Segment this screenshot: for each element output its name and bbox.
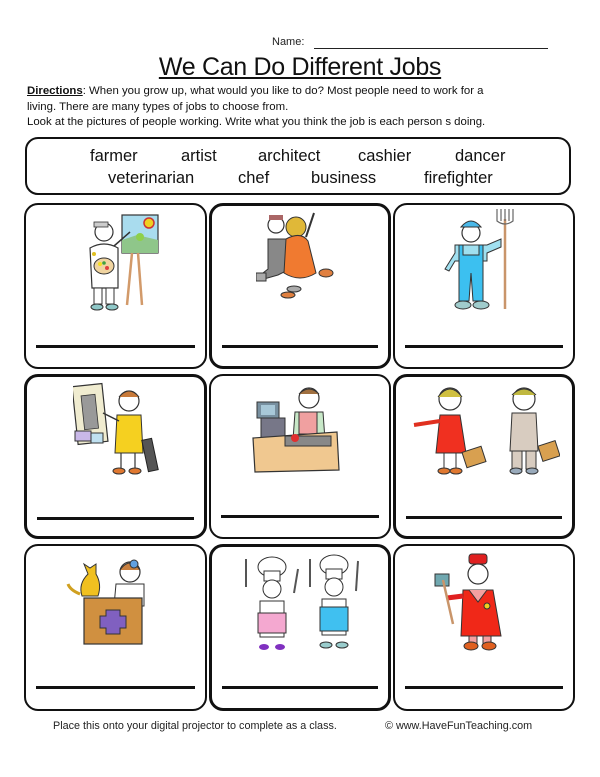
job-card-9 [393,544,575,711]
footer-instructions: Place this onto your digital projector to complete as a class. [53,720,337,732]
job-card-4 [24,374,207,539]
artist-illustration [82,210,172,315]
answer-line-3[interactable] [405,345,563,348]
job-card-3 [393,203,575,369]
answer-line-1[interactable] [36,345,195,348]
page-title: We Can Do Different Jobs [158,53,442,81]
answer-line-9[interactable] [405,686,563,689]
directions-label: Directions [27,85,83,97]
job-card-8 [209,544,391,711]
word-firefighter: firefighter [424,169,493,187]
job-card-6 [393,374,575,539]
footer-copyright: © www.HaveFunTeaching.com [385,720,533,732]
name-label: Name: [272,36,305,48]
word-artist: artist [181,147,217,165]
firefighter-illustration [433,552,523,652]
answer-line-4[interactable] [37,517,194,520]
job-card-2 [209,203,391,369]
answer-line-6[interactable] [406,516,562,519]
answer-line-2[interactable] [222,345,378,348]
farmer-illustration [441,209,521,314]
answer-line-5[interactable] [221,515,379,518]
name-field[interactable] [314,48,548,49]
job-card-7 [24,544,207,711]
cashier-illustration [251,380,341,475]
directions-line3: Look at the pictures of people working. Write what you think the job is each person s doing. [27,116,486,128]
veterinarian-illustration [66,554,156,649]
job-card-5 [209,374,391,539]
word-chef: chef [238,169,270,187]
word-architect: architect [258,147,321,165]
answer-line-8[interactable] [222,686,378,689]
chefs-illustration [238,553,368,653]
word-bank [25,137,571,195]
job-card-1 [24,203,207,369]
directions-line2: living. There are many types of jobs to choose from. [27,100,289,113]
word-veterinarian: veterinarian [108,169,195,187]
dancers-illustration [256,211,346,311]
word-farmer: farmer [90,147,138,165]
answer-line-7[interactable] [36,686,195,689]
architect-illustration [73,381,163,476]
word-dancer: dancer [455,147,506,165]
word-cashier: cashier [358,147,412,165]
directions-line1: : When you grow up, what would you like to do? Most people need to work for a [82,85,484,97]
directions [27,84,587,131]
word-business: business [311,169,377,187]
business-people-illustration [410,381,560,481]
